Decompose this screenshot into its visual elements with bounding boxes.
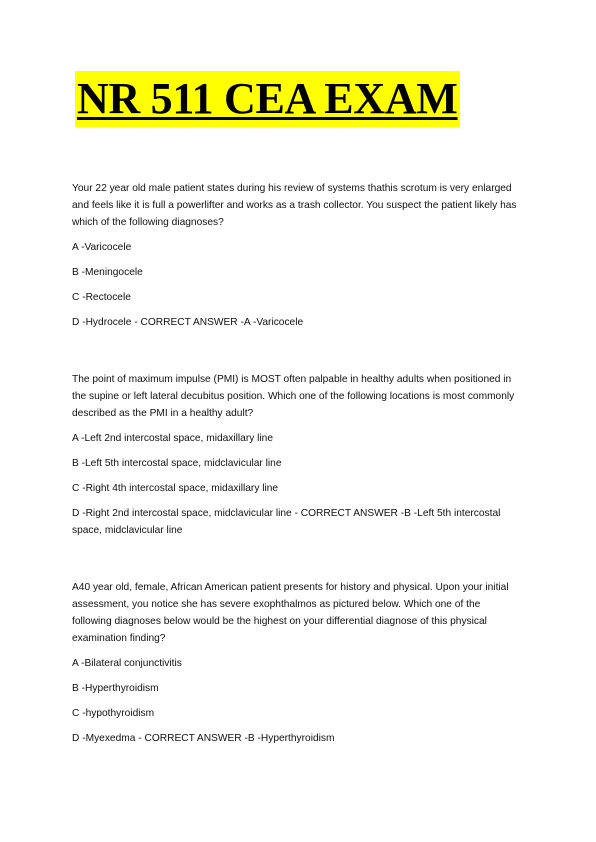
page-title: NR 511 CEA EXAM [75,71,460,127]
answer-option-c: C -Rectocele [72,292,131,303]
question-text: The point of maximum impulse (PMI) is MOST often palpable in healthy adults when positioned in the supine or left lateral decubitus position. Which one of the following locations is most commonly described as the PMI in a healthy adult? [72,374,515,419]
question-block-2 [72,371,522,539]
question-block-1 [72,180,522,331]
answer-option-a: A -Left 2nd intercostal space, midaxillary line [72,433,274,444]
answer-option-a: A -Bilateral conjunctivitis [72,658,182,669]
answer-option-a: A -Varicocele [72,242,132,253]
answer-option-d: D -Myexedma - CORRECT ANSWER -B -Hyperthyroidism [72,733,335,744]
question-text: A40 year old, female, African American patient presents for history and physical. Upon your initial assessment, you notice she has severe exophthalmos as pictured below. Which one of the following diagnoses below would be the highest on your differential diagnose of this physical examination finding? [72,582,509,644]
title-block [75,71,460,127]
answer-option-d: D -Hydrocele - CORRECT ANSWER -A -Varicocele [72,317,304,328]
answer-option-c: C -hypothyroidism [72,708,155,719]
answer-option-c: C -Right 4th intercostal space, midaxillary line [72,483,279,494]
questions-container [72,180,522,755]
answer-option-b: B -Hyperthyroidism [72,683,159,694]
answer-option-d: D -Right 2nd intercostal space, midclavicular line - CORRECT ANSWER -B -Left 5th intercostal space, midclavicular line [72,508,501,536]
answer-option-b: B -Meningocele [72,267,143,278]
answer-option-b: B -Left 5th intercostal space, midclavicular line [72,458,282,469]
question-text: Your 22 year old male patient states during his review of systems thathis scrotum is very enlarged and feels like it is full a powerlifter and works as a trash collector. You suspect the patient likely has which of the following diagnoses? [72,183,517,228]
question-block-3 [72,579,522,747]
